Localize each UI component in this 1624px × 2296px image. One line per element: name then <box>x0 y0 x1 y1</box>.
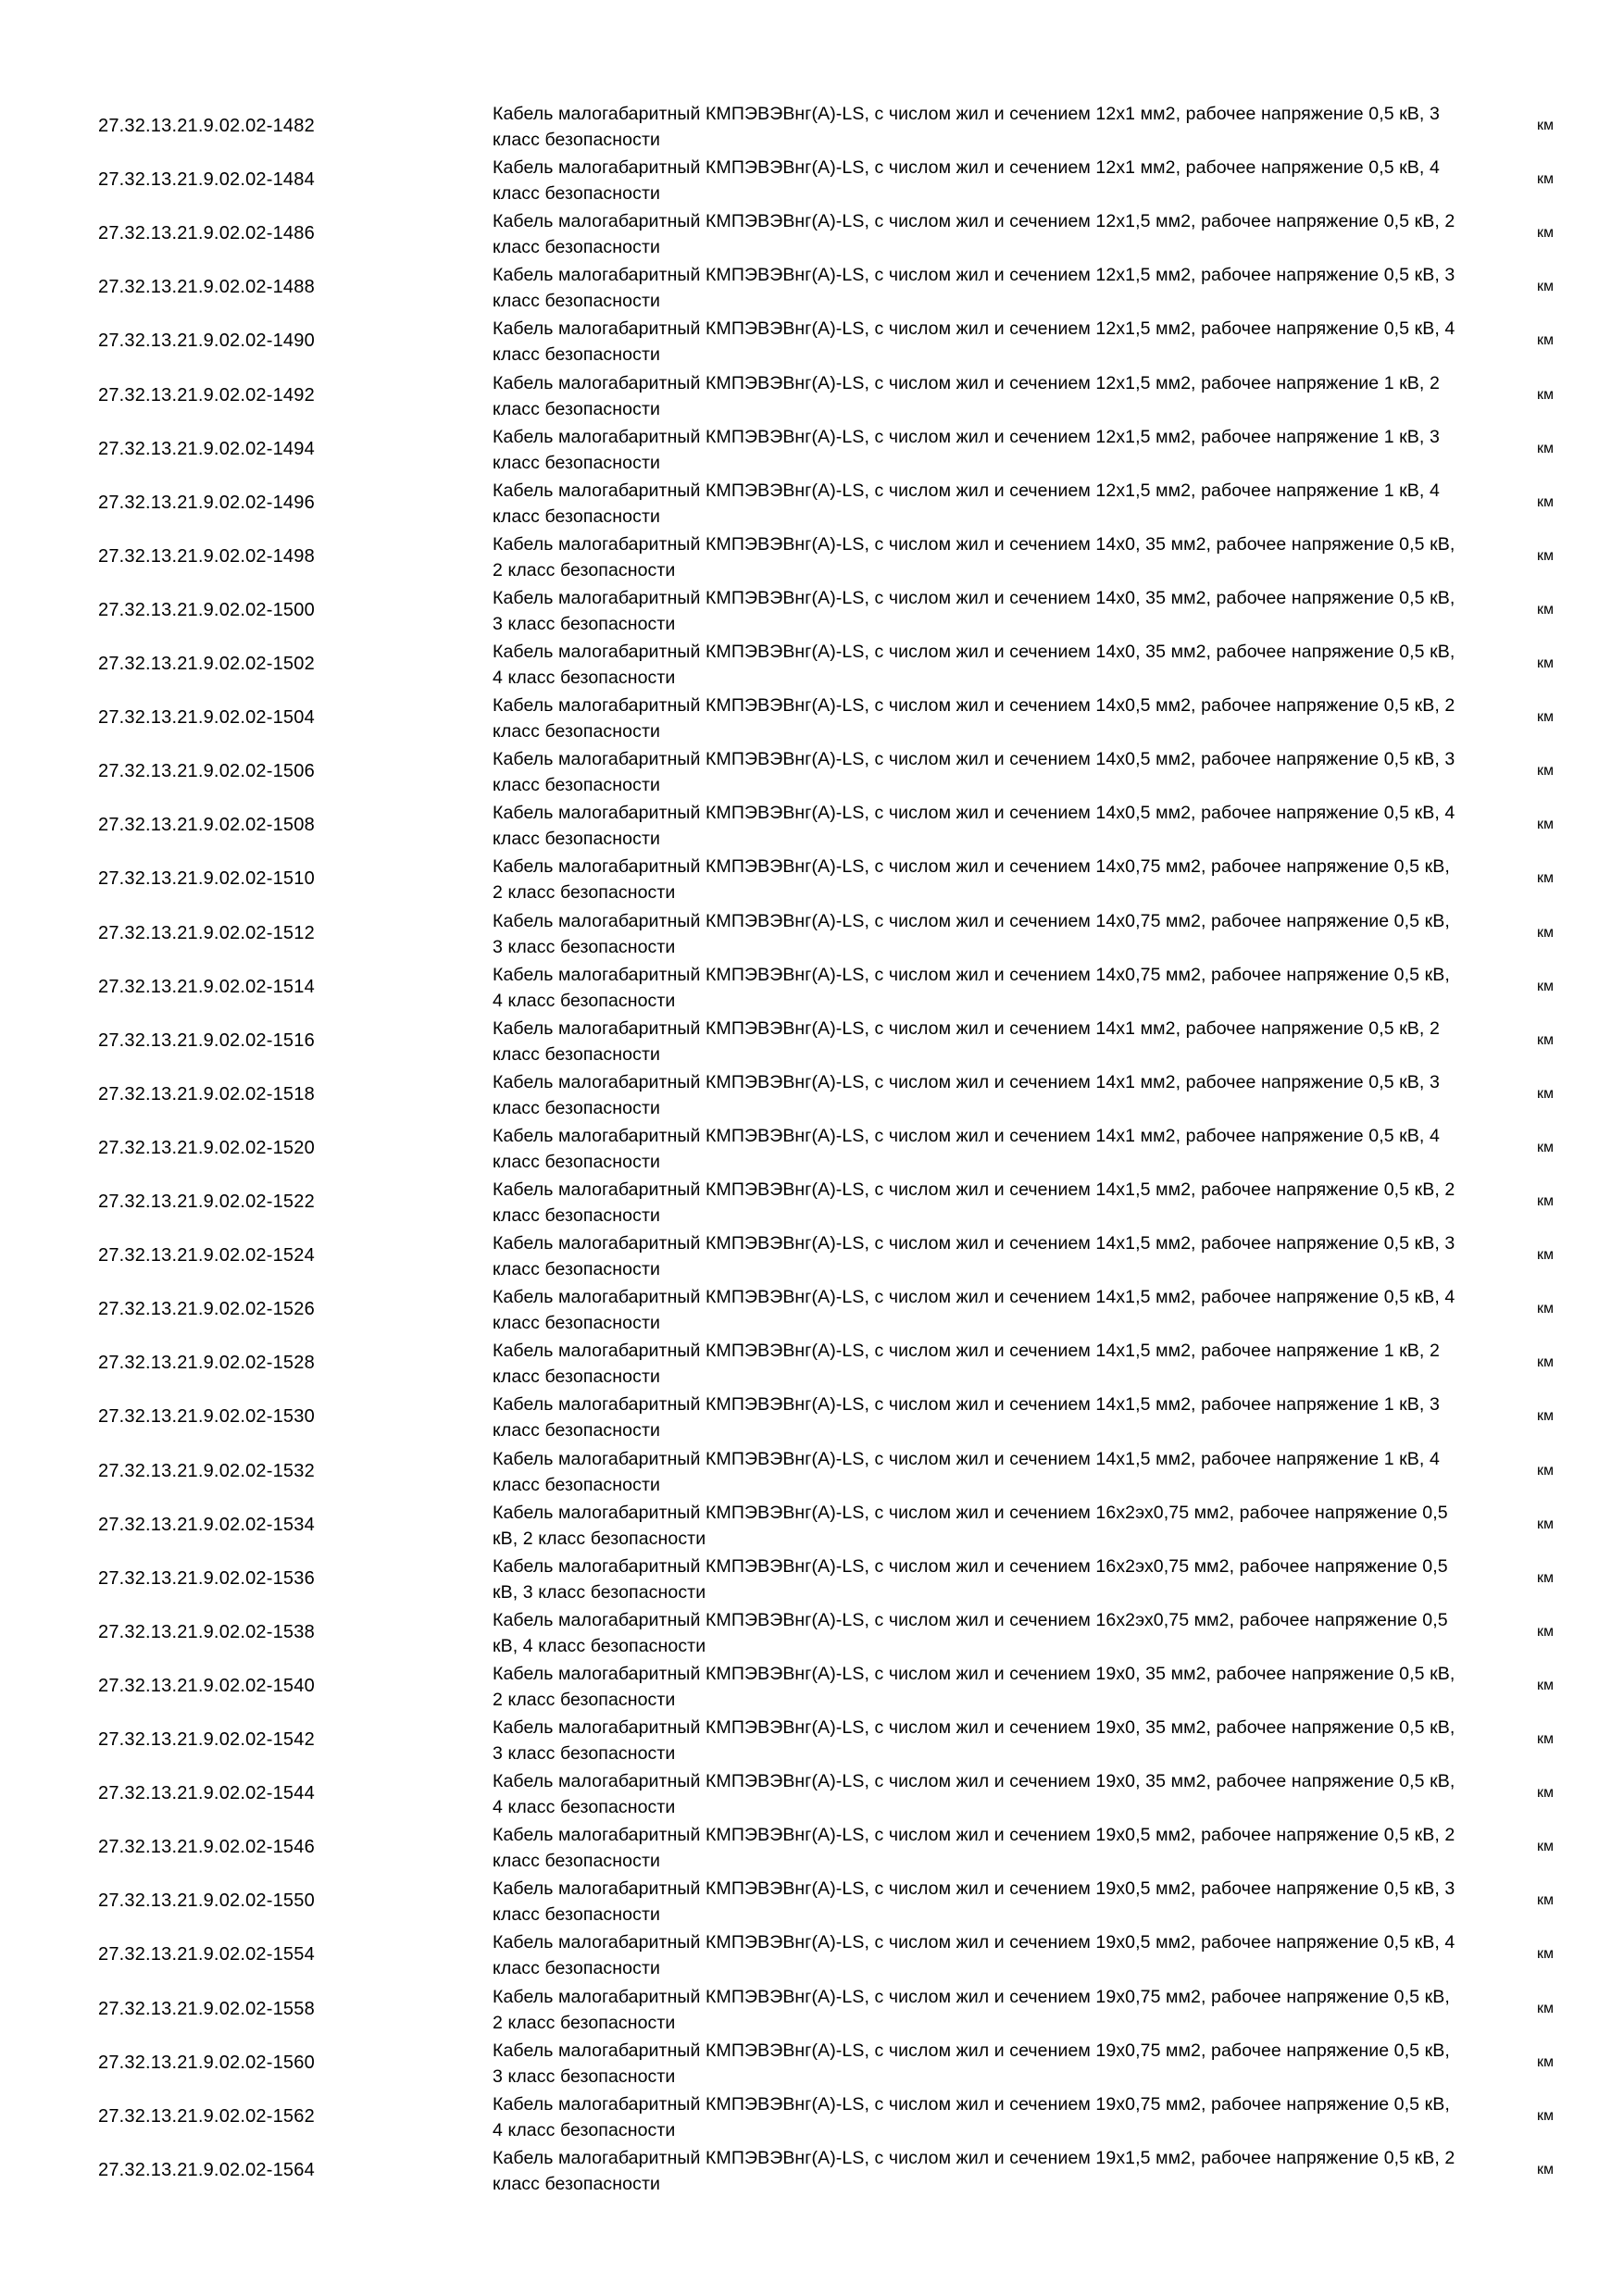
item-code: 27.32.13.21.9.02.02-1532 <box>98 1460 315 1481</box>
item-description: Кабель малогабаритный КМПЭВЭВнг(А)-LS, с числом жил и сечением 14х0, 35 мм2, рабочее напряжение 0,5 кВ, 4 класс безопасности <box>493 642 1455 688</box>
item-description: Кабель малогабаритный КМПЭВЭВнг(А)-LS, с числом жил и сечением 14х0, 35 мм2, рабочее напряжение 0,5 кВ, 2 класс безопасности <box>493 534 1455 580</box>
item-description: Кабель малогабаритный КМПЭВЭВнг(А)-LS, с числом жил и сечением 14х0,5 мм2, рабочее напряжение 0,5 кВ, 3 класс безопасности <box>493 749 1455 795</box>
item-description: Кабель малогабаритный КМПЭВЭВнг(А)-LS, с числом жил и сечением 14х1,5 мм2, рабочее напряжение 1 кВ, 2 класс безопасности <box>493 1341 1440 1387</box>
item-description: Кабель малогабаритный КМПЭВЭВнг(А)-LS, с числом жил и сечением 14х1,5 мм2, рабочее напряжение 0,5 кВ, 2 класс безопасности <box>493 1179 1455 1226</box>
item-unit: км <box>1537 1301 1554 1316</box>
table-row <box>0 153 1624 206</box>
item-description: Кабель малогабаритный КМПЭВЭВнг(А)-LS, с числом жил и сечением 16х2эх0,75 мм2, рабочее напряжение 0,5 кВ, 4 класс безопасности <box>493 1610 1448 1656</box>
item-code: 27.32.13.21.9.02.02-1496 <box>98 492 315 513</box>
item-unit: км <box>1537 1892 1554 1908</box>
item-unit: км <box>1537 494 1554 510</box>
table-row <box>0 691 1624 744</box>
item-unit: км <box>1537 1624 1554 1640</box>
item-code: 27.32.13.21.9.02.02-1482 <box>98 115 315 136</box>
item-code: 27.32.13.21.9.02.02-1526 <box>98 1298 315 1319</box>
item-description: Кабель малогабаритный КМПЭВЭВнг(А)-LS, с числом жил и сечением 16х2эх0,75 мм2, рабочее напряжение 0,5 кВ, 3 класс безопасности <box>493 1556 1448 1603</box>
table-row <box>0 314 1624 368</box>
item-code: 27.32.13.21.9.02.02-1534 <box>98 1514 315 1535</box>
item-unit: км <box>1537 1516 1554 1532</box>
item-description: Кабель малогабаритный КМПЭВЭВнг(А)-LS, с числом жил и сечением 14х0,75 мм2, рабочее напряжение 0,5 кВ, 3 класс безопасности <box>493 911 1450 957</box>
table-row <box>0 2036 1624 2090</box>
item-description: Кабель малогабаритный КМПЭВЭВнг(А)-LS, с числом жил и сечением 14х1 мм2, рабочее напряжение 0,5 кВ, 4 класс безопасности <box>493 1126 1440 1172</box>
item-code: 27.32.13.21.9.02.02-1506 <box>98 760 315 781</box>
table-row <box>0 2143 1624 2197</box>
item-unit: км <box>1537 817 1554 832</box>
item-description: Кабель малогабаритный КМПЭВЭВнг(А)-LS, с числом жил и сечением 14х1,5 мм2, рабочее напряжение 1 кВ, 3 класс безопасности <box>493 1394 1440 1441</box>
table-row <box>0 1498 1624 1552</box>
item-code: 27.32.13.21.9.02.02-1562 <box>98 2105 315 2127</box>
item-unit: км <box>1537 1354 1554 1370</box>
table-row <box>0 852 1624 905</box>
table-row <box>0 1766 1624 1820</box>
item-unit: км <box>1537 1678 1554 1693</box>
item-description: Кабель малогабаритный КМПЭВЭВнг(А)-LS, с числом жил и сечением 19х0, 35 мм2, рабочее напряжение 0,5 кВ, 3 класс безопасности <box>493 1717 1455 1764</box>
item-description: Кабель малогабаритный КМПЭВЭВнг(А)-LS, с числом жил и сечением 12х1,5 мм2, рабочее напряжение 0,5 кВ, 4 класс безопасности <box>493 318 1455 365</box>
table-row <box>0 1659 1624 1713</box>
item-code: 27.32.13.21.9.02.02-1522 <box>98 1191 315 1212</box>
table-row <box>0 476 1624 530</box>
item-code: 27.32.13.21.9.02.02-1508 <box>98 814 315 835</box>
item-unit: км <box>1537 1570 1554 1586</box>
item-code: 27.32.13.21.9.02.02-1512 <box>98 922 315 943</box>
item-code: 27.32.13.21.9.02.02-1564 <box>98 2159 315 2180</box>
item-unit: км <box>1537 1946 1554 1962</box>
item-description: Кабель малогабаритный КМПЭВЭВнг(А)-LS, с числом жил и сечением 12х1,5 мм2, рабочее напряжение 1 кВ, 2 класс безопасности <box>493 373 1440 419</box>
item-unit: км <box>1537 979 1554 994</box>
item-unit: км <box>1537 1785 1554 1801</box>
item-description: Кабель малогабаритный КМПЭВЭВнг(А)-LS, с числом жил и сечением 12х1,5 мм2, рабочее напряжение 1 кВ, 4 класс безопасности <box>493 480 1440 527</box>
item-code: 27.32.13.21.9.02.02-1558 <box>98 1998 315 2019</box>
item-unit: км <box>1537 2001 1554 2016</box>
table-row <box>0 637 1624 691</box>
item-unit: км <box>1537 225 1554 241</box>
table-row <box>0 2090 1624 2143</box>
item-code: 27.32.13.21.9.02.02-1544 <box>98 1782 315 1803</box>
item-description: Кабель малогабаритный КМПЭВЭВнг(А)-LS, с числом жил и сечением 19х0, 35 мм2, рабочее напряжение 0,5 кВ, 4 класс безопасности <box>493 1771 1455 1817</box>
item-description: Кабель малогабаритный КМПЭВЭВнг(А)-LS, с числом жил и сечением 12х1,5 мм2, рабочее напряжение 1 кВ, 3 класс безопасности <box>493 427 1440 473</box>
item-unit: км <box>1537 1086 1554 1102</box>
item-unit: км <box>1537 548 1554 564</box>
item-unit: км <box>1537 441 1554 456</box>
item-description: Кабель малогабаритный КМПЭВЭВнг(А)-LS, с числом жил и сечением 14х1,5 мм2, рабочее напряжение 1 кВ, 4 класс безопасности <box>493 1449 1440 1495</box>
item-description: Кабель малогабаритный КМПЭВЭВнг(А)-LS, с числом жил и сечением 19х0,5 мм2, рабочее напряжение 0,5 кВ, 3 класс безопасности <box>493 1878 1455 1925</box>
item-code: 27.32.13.21.9.02.02-1528 <box>98 1352 315 1373</box>
item-code: 27.32.13.21.9.02.02-1504 <box>98 706 315 728</box>
table-row <box>0 583 1624 637</box>
table-row <box>0 368 1624 422</box>
item-description: Кабель малогабаритный КМПЭВЭВнг(А)-LS, с числом жил и сечением 19х0,75 мм2, рабочее напряжение 0,5 кВ, 3 класс безопасности <box>493 2040 1450 2087</box>
item-description: Кабель малогабаритный КМПЭВЭВнг(А)-LS, с числом жил и сечением 14х1 мм2, рабочее напряжение 0,5 кВ, 2 класс безопасности <box>493 1018 1440 1065</box>
item-code: 27.32.13.21.9.02.02-1546 <box>98 1836 315 1857</box>
item-unit: км <box>1537 1408 1554 1424</box>
item-description: Кабель малогабаритный КМПЭВЭВнг(А)-LS, с числом жил и сечением 12х1 мм2, рабочее напряжение 0,5 кВ, 4 класс безопасности <box>493 157 1440 204</box>
item-description: Кабель малогабаритный КМПЭВЭВнг(А)-LS, с числом жил и сечением 19х1,5 мм2, рабочее напряжение 0,5 кВ, 2 класс безопасности <box>493 2148 1455 2194</box>
table-row <box>0 906 1624 960</box>
table-row <box>0 1282 1624 1336</box>
table-row <box>0 960 1624 1014</box>
item-code: 27.32.13.21.9.02.02-1488 <box>98 276 315 297</box>
item-code: 27.32.13.21.9.02.02-1560 <box>98 2052 315 2073</box>
item-unit: км <box>1537 1839 1554 1854</box>
item-code: 27.32.13.21.9.02.02-1514 <box>98 976 315 997</box>
item-unit: км <box>1537 2108 1554 2124</box>
item-unit: км <box>1537 171 1554 187</box>
item-description: Кабель малогабаритный КМПЭВЭВнг(А)-LS, с числом жил и сечением 14х1,5 мм2, рабочее напряжение 0,5 кВ, 4 класс безопасности <box>493 1287 1455 1333</box>
item-code: 27.32.13.21.9.02.02-1536 <box>98 1567 315 1589</box>
item-code: 27.32.13.21.9.02.02-1530 <box>98 1405 315 1427</box>
item-description: Кабель малогабаритный КМПЭВЭВнг(А)-LS, с числом жил и сечением 12х1 мм2, рабочее напряжение 0,5 кВ, 3 класс безопасности <box>493 104 1440 150</box>
table-row <box>0 260 1624 314</box>
table-row <box>0 422 1624 476</box>
item-unit: км <box>1537 925 1554 941</box>
item-unit: км <box>1537 279 1554 294</box>
item-unit: км <box>1537 2162 1554 2177</box>
item-code: 27.32.13.21.9.02.02-1492 <box>98 384 315 406</box>
item-code: 27.32.13.21.9.02.02-1516 <box>98 1029 315 1051</box>
item-unit: км <box>1537 709 1554 725</box>
table-row <box>0 1336 1624 1390</box>
item-unit: км <box>1537 2054 1554 2070</box>
item-code: 27.32.13.21.9.02.02-1520 <box>98 1137 315 1158</box>
table-row <box>0 1874 1624 1928</box>
item-code: 27.32.13.21.9.02.02-1524 <box>98 1244 315 1266</box>
table-row <box>0 530 1624 583</box>
item-description: Кабель малогабаритный КМПЭВЭВнг(А)-LS, с числом жил и сечением 14х0,75 мм2, рабочее напряжение 0,5 кВ, 2 класс безопасности <box>493 856 1450 903</box>
item-code: 27.32.13.21.9.02.02-1498 <box>98 545 315 567</box>
table-row <box>0 1121 1624 1175</box>
item-unit: км <box>1537 1032 1554 1048</box>
table-row <box>0 744 1624 798</box>
table-row <box>0 1067 1624 1121</box>
table-row <box>0 206 1624 260</box>
item-code: 27.32.13.21.9.02.02-1542 <box>98 1728 315 1750</box>
item-description: Кабель малогабаритный КМПЭВЭВнг(А)-LS, с числом жил и сечением 19х0,5 мм2, рабочее напряжение 0,5 кВ, 4 класс безопасности <box>493 1932 1455 1978</box>
item-code: 27.32.13.21.9.02.02-1502 <box>98 653 315 674</box>
item-code: 27.32.13.21.9.02.02-1554 <box>98 1943 315 1965</box>
item-code: 27.32.13.21.9.02.02-1490 <box>98 330 315 351</box>
item-description: Кабель малогабаритный КМПЭВЭВнг(А)-LS, с числом жил и сечением 12х1,5 мм2, рабочее напряжение 0,5 кВ, 3 класс безопасности <box>493 265 1455 311</box>
table-row <box>0 1552 1624 1605</box>
item-unit: км <box>1537 1731 1554 1747</box>
item-description: Кабель малогабаритный КМПЭВЭВнг(А)-LS, с числом жил и сечением 14х0,5 мм2, рабочее напряжение 0,5 кВ, 4 класс безопасности <box>493 803 1455 849</box>
item-unit: км <box>1537 1247 1554 1263</box>
table-row <box>0 1928 1624 1981</box>
table-row <box>0 798 1624 852</box>
table-row <box>0 99 1624 153</box>
item-code: 27.32.13.21.9.02.02-1518 <box>98 1083 315 1104</box>
item-description: Кабель малогабаритный КМПЭВЭВнг(А)-LS, с числом жил и сечением 14х0,75 мм2, рабочее напряжение 0,5 кВ, 4 класс безопасности <box>493 965 1450 1011</box>
item-unit: км <box>1537 870 1554 886</box>
item-description: Кабель малогабаритный КМПЭВЭВнг(А)-LS, с числом жил и сечением 12х1,5 мм2, рабочее напряжение 0,5 кВ, 2 класс безопасности <box>493 211 1455 257</box>
item-code: 27.32.13.21.9.02.02-1500 <box>98 599 315 620</box>
item-description: Кабель малогабаритный КМПЭВЭВнг(А)-LS, с числом жил и сечением 14х1 мм2, рабочее напряжение 0,5 кВ, 3 класс безопасности <box>493 1072 1440 1118</box>
item-description: Кабель малогабаритный КМПЭВЭВнг(А)-LS, с числом жил и сечением 19х0,75 мм2, рабочее напряжение 0,5 кВ, 4 класс безопасности <box>493 2094 1450 2140</box>
item-code: 27.32.13.21.9.02.02-1510 <box>98 867 315 889</box>
item-unit: км <box>1537 1463 1554 1479</box>
table-row <box>0 1175 1624 1229</box>
table-row <box>0 1444 1624 1498</box>
item-code: 27.32.13.21.9.02.02-1550 <box>98 1890 315 1911</box>
item-unit: км <box>1537 387 1554 403</box>
item-unit: км <box>1537 763 1554 779</box>
item-unit: км <box>1537 118 1554 133</box>
item-code: 27.32.13.21.9.02.02-1484 <box>98 168 315 190</box>
item-code: 27.32.13.21.9.02.02-1540 <box>98 1675 315 1696</box>
table-row <box>0 1229 1624 1282</box>
table-row <box>0 1982 1624 2036</box>
item-description: Кабель малогабаритный КМПЭВЭВнг(А)-LS, с числом жил и сечением 19х0, 35 мм2, рабочее напряжение 0,5 кВ, 2 класс безопасности <box>493 1664 1455 1710</box>
item-description: Кабель малогабаритный КМПЭВЭВнг(А)-LS, с числом жил и сечением 16х2эх0,75 мм2, рабочее напряжение 0,5 кВ, 2 класс безопасности <box>493 1503 1448 1549</box>
table-row <box>0 1390 1624 1443</box>
item-description: Кабель малогабаритный КМПЭВЭВнг(А)-LS, с числом жил и сечением 14х1,5 мм2, рабочее напряжение 0,5 кВ, 3 класс безопасности <box>493 1233 1455 1279</box>
item-code: 27.32.13.21.9.02.02-1494 <box>98 438 315 459</box>
item-description: Кабель малогабаритный КМПЭВЭВнг(А)-LS, с числом жил и сечением 19х0,75 мм2, рабочее напряжение 0,5 кВ, 2 класс безопасности <box>493 1987 1450 2033</box>
table-row <box>0 1605 1624 1659</box>
item-unit: км <box>1537 332 1554 348</box>
item-description: Кабель малогабаритный КМПЭВЭВнг(А)-LS, с числом жил и сечением 14х0,5 мм2, рабочее напряжение 0,5 кВ, 2 класс безопасности <box>493 695 1455 742</box>
item-unit: км <box>1537 1193 1554 1209</box>
item-unit: км <box>1537 655 1554 671</box>
item-code: 27.32.13.21.9.02.02-1538 <box>98 1621 315 1642</box>
item-unit: км <box>1537 602 1554 618</box>
item-code: 27.32.13.21.9.02.02-1486 <box>98 222 315 243</box>
item-unit: км <box>1537 1140 1554 1155</box>
table-row <box>0 1713 1624 1766</box>
item-description: Кабель малогабаритный КМПЭВЭВнг(А)-LS, с числом жил и сечением 19х0,5 мм2, рабочее напряжение 0,5 кВ, 2 класс безопасности <box>493 1825 1455 1871</box>
item-description: Кабель малогабаритный КМПЭВЭВнг(А)-LS, с числом жил и сечением 14х0, 35 мм2, рабочее напряжение 0,5 кВ, 3 класс безопасности <box>493 588 1455 634</box>
table-row <box>0 1014 1624 1067</box>
table-row <box>0 1820 1624 1874</box>
